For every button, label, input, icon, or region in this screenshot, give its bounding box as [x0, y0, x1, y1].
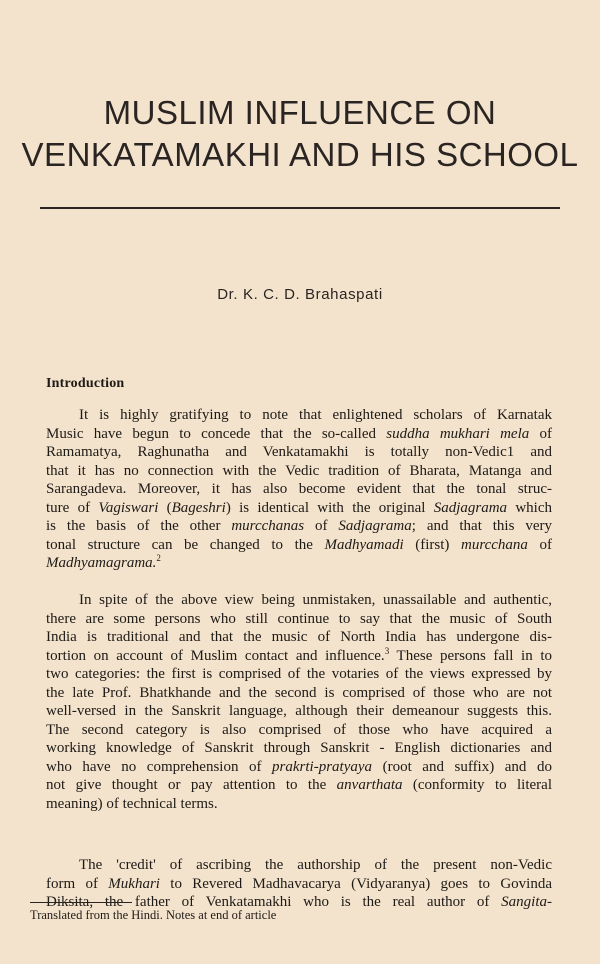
text-line: Music have begun to concede that the so-called suddha mukhari mela of [46, 425, 552, 442]
title-line-1: MUSLIM INFLUENCE ON [103, 94, 497, 131]
text-line: the late Prof. Bhatkhande and the second is comprised of those who are not [46, 684, 552, 701]
text-line: that it has no connection with the Vedic tradition of Bharata, Matanga and [46, 462, 552, 479]
text-line: well-versed in the Sanskrit language, although their demeanour suggests this. [46, 703, 552, 719]
text-line: The second category is also comprised of those who have acquired a [46, 721, 552, 738]
article-title [0, 92, 600, 176]
text-line: Ramamatya, Raghunatha and Venkatamakhi is totally non-Vedic1 and [46, 444, 552, 460]
text-line: is the basis of the other murcchanas of Sadjagrama; and that this very [46, 518, 552, 534]
author-byline: Dr. K. C. D. Brahaspati [217, 286, 383, 303]
text-line: It is highly gratifying to note that enlightened scholars of Karnatak [79, 407, 552, 423]
text-line: two categories: the first is comprised of the votaries of the views expressed by [46, 666, 552, 682]
footnote-divider [30, 902, 132, 903]
paragraph-1 [46, 406, 552, 573]
text-line: In spite of the above view being unmistaken, unassailable and authentic, [79, 592, 552, 608]
text-line: Diksita, the father of Venkatamakhi who is the real author of Sangita- [46, 894, 552, 910]
text-line: meaning) of technical terms. [46, 795, 218, 812]
text-line: working knowledge of Sanskrit through Sanskrit - English dictionaries and [46, 740, 552, 756]
title-divider [40, 207, 560, 209]
text-line: not give thought or pay attention to the anvarthata (conformity to literal [46, 777, 552, 793]
text-line: ture of Vagiswari (Bageshri) is identical with the original Sadjagrama which [46, 499, 552, 516]
footnote: Translated from the Hindi. Notes at end of article [30, 908, 277, 922]
title-line-2: VENKATAMAKHI AND HIS SCHOOL [21, 136, 579, 173]
text-line: tonal structure can be changed to the Madhyamadi (first) murcchana of [46, 536, 552, 553]
paragraph-2 [46, 591, 552, 813]
text-line: Madhyamagrama.$^2$ [46, 553, 161, 571]
section-heading: Introduction [46, 376, 125, 391]
text-line: India is traditional and that the music of North India has undergone dis- [46, 629, 552, 645]
text-line: form of Mukhari to Revered Madhavacarya (Vidyaranya) goes to Govinda [46, 875, 552, 892]
text-line: The 'credit' of ascribing the authorship of the present non-Vedic [79, 857, 552, 873]
text-line: tortion on account of Muslim contact and influence.$^3$ These persons fall in to [46, 645, 552, 664]
text-line: there are some persons who still continue to say that the music of South [46, 610, 552, 627]
text-line: who have no comprehension of prakrti-pratyaya (root and suffix) and do [46, 758, 552, 775]
text-line: Sarangadeva. Moreover, it has also become evident that the tonal struc- [46, 481, 552, 497]
paragraph-3 [46, 856, 552, 912]
